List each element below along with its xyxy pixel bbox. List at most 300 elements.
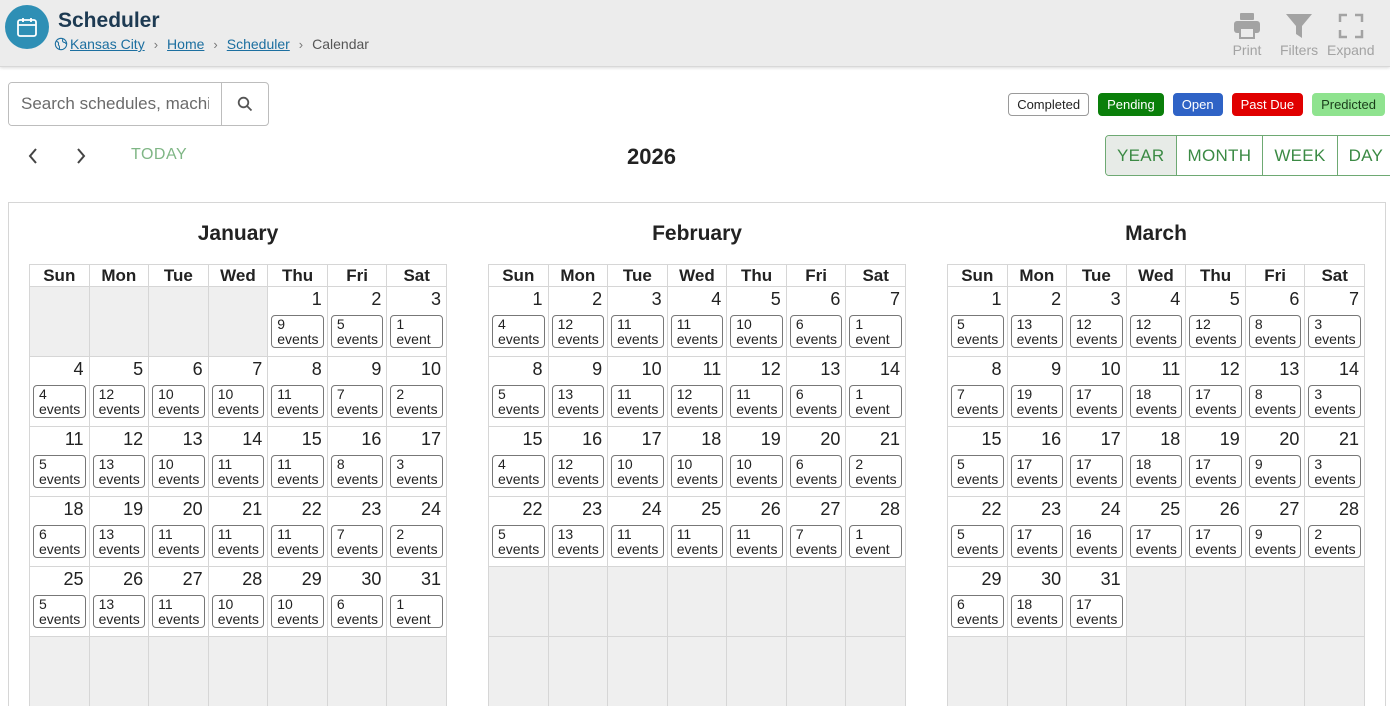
search-icon: [237, 96, 253, 112]
day-number[interactable]: 11: [702, 359, 722, 379]
day-cell[interactable]: [387, 357, 447, 427]
event-count-chip[interactable]: 6 events: [790, 385, 843, 418]
day-cell[interactable]: [30, 567, 90, 637]
event-count-chip[interactable]: 11 events: [671, 315, 724, 348]
day-cell[interactable]: [727, 497, 787, 567]
event-count-chip[interactable]: 10 events: [730, 455, 783, 488]
day-cell[interactable]: [667, 357, 727, 427]
day-cell[interactable]: [149, 357, 209, 427]
day-cell[interactable]: [1245, 287, 1305, 357]
day-number[interactable]: 24: [420, 499, 441, 519]
day-cell[interactable]: [489, 427, 549, 497]
day-cell[interactable]: [786, 497, 846, 567]
breadcrumb-location-link[interactable]: Kansas City: [70, 36, 145, 52]
print-button[interactable]: [1232, 12, 1262, 58]
event-count-chip[interactable]: 17 events: [1070, 455, 1123, 488]
day-number[interactable]: 23: [1041, 499, 1062, 519]
day-number[interactable]: 13: [820, 359, 841, 379]
day-cell[interactable]: [948, 427, 1008, 497]
day-cell[interactable]: [1245, 357, 1305, 427]
day-cell[interactable]: [89, 357, 149, 427]
event-count-chip[interactable]: 11 events: [271, 385, 324, 418]
event-count-chip[interactable]: 11 events: [271, 455, 324, 488]
event-count-chip[interactable]: 1 event: [849, 385, 902, 418]
event-count-chip[interactable]: 10 events: [152, 455, 205, 488]
day-cell[interactable]: [208, 357, 268, 427]
event-count-chip[interactable]: 11 events: [212, 455, 265, 488]
day-number[interactable]: 3: [1110, 289, 1121, 309]
day-cell[interactable]: [327, 357, 387, 427]
day-number[interactable]: 18: [63, 499, 84, 519]
day-number[interactable]: 12: [760, 359, 781, 379]
day-number[interactable]: 22: [301, 499, 322, 519]
day-number[interactable]: 3: [430, 289, 441, 309]
search-input[interactable]: [9, 83, 221, 125]
day-number[interactable]: 19: [123, 499, 144, 519]
day-number[interactable]: 21: [242, 499, 263, 519]
day-number[interactable]: 25: [63, 569, 84, 589]
day-cell[interactable]: [786, 357, 846, 427]
day-number[interactable]: 16: [361, 429, 382, 449]
previous-button[interactable]: [20, 143, 46, 169]
day-number[interactable]: 26: [123, 569, 144, 589]
event-count-chip[interactable]: 3 events: [1308, 455, 1361, 488]
day-cell[interactable]: [846, 287, 906, 357]
event-count-chip[interactable]: 5 events: [492, 385, 545, 418]
day-number[interactable]: 30: [1041, 569, 1062, 589]
day-number[interactable]: 20: [182, 499, 203, 519]
day-cell[interactable]: [1007, 357, 1067, 427]
day-number[interactable]: 13: [182, 429, 203, 449]
day-cell[interactable]: [1186, 287, 1246, 357]
day-number[interactable]: 28: [242, 569, 263, 589]
event-count-chip[interactable]: 10 events: [730, 315, 783, 348]
day-number[interactable]: 7: [1348, 289, 1359, 309]
day-cell[interactable]: [608, 427, 668, 497]
event-count-chip[interactable]: 5 events: [951, 315, 1004, 348]
view-month-button[interactable]: MONTH: [1176, 136, 1263, 175]
day-number[interactable]: 14: [242, 429, 263, 449]
event-count-chip[interactable]: 17 events: [1011, 455, 1064, 488]
event-count-chip[interactable]: 1 event: [849, 315, 902, 348]
day-cell[interactable]: [548, 287, 608, 357]
event-count-chip[interactable]: 11 events: [152, 525, 205, 558]
day-number[interactable]: 11: [64, 429, 84, 449]
event-count-chip[interactable]: 10 events: [271, 595, 324, 628]
event-count-chip[interactable]: 18 events: [1011, 595, 1064, 628]
day-cell[interactable]: [1007, 427, 1067, 497]
day-cell[interactable]: [208, 497, 268, 567]
day-number[interactable]: 11: [1161, 359, 1181, 379]
event-count-chip[interactable]: 17 events: [1189, 385, 1242, 418]
event-count-chip[interactable]: 10 events: [152, 385, 205, 418]
breadcrumb-home-link[interactable]: Home: [167, 36, 205, 52]
event-count-chip[interactable]: 1 event: [390, 315, 443, 348]
day-cell[interactable]: [1067, 357, 1127, 427]
day-cell[interactable]: [89, 497, 149, 567]
event-count-chip[interactable]: 8 events: [331, 455, 384, 488]
breadcrumb-separator: ›: [213, 36, 218, 52]
day-number[interactable]: 6: [830, 289, 841, 309]
day-number[interactable]: 17: [420, 429, 441, 449]
month-title[interactable]: February: [652, 222, 742, 245]
day-cell[interactable]: [89, 427, 149, 497]
day-cell[interactable]: [846, 497, 906, 567]
day-cell[interactable]: [387, 567, 447, 637]
day-cell[interactable]: [1186, 427, 1246, 497]
day-number[interactable]: 27: [182, 569, 203, 589]
day-number[interactable]: 8: [532, 359, 543, 379]
event-count-chip[interactable]: 2 events: [390, 525, 443, 558]
day-number[interactable]: 15: [522, 429, 543, 449]
day-cell[interactable]: [327, 287, 387, 357]
day-number[interactable]: 27: [1279, 499, 1300, 519]
day-number[interactable]: 12: [1219, 359, 1240, 379]
empty-day-cell: [149, 637, 209, 706]
day-cell[interactable]: [30, 427, 90, 497]
event-count-chip[interactable]: 11 events: [152, 595, 205, 628]
event-count-chip[interactable]: 13 events: [93, 595, 146, 628]
day-cell[interactable]: [327, 497, 387, 567]
day-cell[interactable]: [608, 497, 668, 567]
day-cell[interactable]: [387, 497, 447, 567]
day-number[interactable]: 8: [991, 359, 1002, 379]
day-number[interactable]: 13: [1279, 359, 1300, 379]
day-number[interactable]: 5: [133, 359, 144, 379]
day-number[interactable]: 2: [592, 289, 603, 309]
event-count-chip[interactable]: 7 events: [331, 385, 384, 418]
day-cell[interactable]: [208, 567, 268, 637]
day-cell[interactable]: [1305, 357, 1365, 427]
weekday-header: Tue: [608, 265, 668, 287]
day-number[interactable]: 4: [711, 289, 722, 309]
day-cell[interactable]: [30, 357, 90, 427]
day-cell[interactable]: [1126, 497, 1186, 567]
day-cell[interactable]: [89, 567, 149, 637]
day-cell[interactable]: [1245, 497, 1305, 567]
today-button[interactable]: TODAY: [131, 146, 188, 163]
day-number[interactable]: 9: [371, 359, 382, 379]
month-title[interactable]: January: [197, 222, 279, 245]
day-cell[interactable]: [1305, 427, 1365, 497]
day-number[interactable]: 5: [1229, 289, 1240, 309]
event-count-chip[interactable]: 11 events: [611, 525, 664, 558]
event-count-chip[interactable]: 5 events: [951, 455, 1004, 488]
day-cell[interactable]: [1067, 497, 1127, 567]
week-row: [489, 637, 906, 706]
day-number[interactable]: 23: [582, 499, 603, 519]
week-row: [30, 497, 447, 567]
day-number[interactable]: 25: [701, 499, 722, 519]
event-count-chip[interactable]: 12 events: [671, 385, 724, 418]
event-count-chip[interactable]: 3 events: [1308, 315, 1361, 348]
day-number[interactable]: 24: [1100, 499, 1121, 519]
expand-button[interactable]: [1327, 12, 1374, 58]
day-number[interactable]: 28: [1338, 499, 1359, 519]
day-cell[interactable]: [208, 427, 268, 497]
day-cell[interactable]: [1126, 427, 1186, 497]
day-number[interactable]: 1: [311, 289, 322, 309]
event-count-chip[interactable]: 13 events: [552, 385, 605, 418]
day-number[interactable]: 22: [981, 499, 1002, 519]
event-count-chip[interactable]: 12 events: [552, 315, 605, 348]
day-cell[interactable]: [948, 497, 1008, 567]
event-count-chip[interactable]: 17 events: [1070, 595, 1123, 628]
day-number[interactable]: 24: [641, 499, 662, 519]
day-cell[interactable]: [548, 357, 608, 427]
day-cell[interactable]: [1126, 357, 1186, 427]
day-number[interactable]: 28: [879, 499, 900, 519]
day-number[interactable]: 22: [522, 499, 543, 519]
day-number[interactable]: 10: [641, 359, 662, 379]
event-count-chip[interactable]: 12 events: [1130, 315, 1183, 348]
event-count-chip[interactable]: 2 events: [849, 455, 902, 488]
day-cell[interactable]: [387, 427, 447, 497]
event-count-chip[interactable]: 5 events: [331, 315, 384, 348]
event-count-chip[interactable]: 11 events: [671, 525, 724, 558]
day-cell[interactable]: [608, 287, 668, 357]
day-cell[interactable]: [1067, 287, 1127, 357]
event-count-chip[interactable]: 6 events: [951, 595, 1004, 628]
day-number[interactable]: 4: [73, 359, 84, 379]
day-number[interactable]: 23: [361, 499, 382, 519]
event-count-chip[interactable]: 17 events: [1130, 525, 1183, 558]
day-number[interactable]: 19: [1219, 429, 1240, 449]
day-number[interactable]: 15: [301, 429, 322, 449]
day-cell[interactable]: [948, 357, 1008, 427]
day-number[interactable]: 1: [991, 289, 1002, 309]
day-cell[interactable]: [327, 427, 387, 497]
event-count-chip[interactable]: 6 events: [790, 455, 843, 488]
day-cell[interactable]: [149, 567, 209, 637]
breadcrumb-scheduler-link[interactable]: Scheduler: [226, 36, 290, 52]
event-count-chip[interactable]: 12 events: [1189, 315, 1242, 348]
empty-day-cell: [608, 567, 668, 637]
event-count-chip[interactable]: 10 events: [611, 455, 664, 488]
event-count-chip[interactable]: 13 events: [93, 525, 146, 558]
event-count-chip[interactable]: 11 events: [271, 525, 324, 558]
event-count-chip[interactable]: 17 events: [1189, 525, 1242, 558]
day-number[interactable]: 9: [1051, 359, 1062, 379]
day-cell[interactable]: [608, 357, 668, 427]
day-cell[interactable]: [489, 287, 549, 357]
event-count-chip[interactable]: 6 events: [331, 595, 384, 628]
event-count-chip[interactable]: 10 events: [212, 385, 265, 418]
event-count-chip[interactable]: 5 events: [33, 595, 86, 628]
empty-day-cell: [30, 287, 90, 357]
day-cell[interactable]: [327, 567, 387, 637]
event-count-chip[interactable]: 5 events: [492, 525, 545, 558]
day-number[interactable]: 21: [1338, 429, 1359, 449]
event-count-chip[interactable]: 11 events: [212, 525, 265, 558]
event-count-chip[interactable]: 13 events: [1011, 315, 1064, 348]
day-number[interactable]: 2: [1051, 289, 1062, 309]
event-count-chip[interactable]: 18 events: [1130, 455, 1183, 488]
day-number[interactable]: 31: [1100, 569, 1121, 589]
day-number[interactable]: 26: [1219, 499, 1240, 519]
day-number[interactable]: 7: [252, 359, 263, 379]
event-count-chip[interactable]: 8 events: [1249, 385, 1302, 418]
day-number[interactable]: 12: [123, 429, 144, 449]
day-cell[interactable]: [846, 357, 906, 427]
event-count-chip[interactable]: 11 events: [611, 385, 664, 418]
day-number[interactable]: 17: [1100, 429, 1121, 449]
day-number[interactable]: 16: [1041, 429, 1062, 449]
day-number[interactable]: 19: [760, 429, 781, 449]
day-number[interactable]: 26: [760, 499, 781, 519]
event-count-chip[interactable]: 2 events: [1308, 525, 1361, 558]
view-week-button[interactable]: WEEK: [1262, 136, 1336, 175]
day-cell[interactable]: [727, 427, 787, 497]
day-number[interactable]: 20: [820, 429, 841, 449]
event-count-chip[interactable]: 11 events: [730, 525, 783, 558]
day-number[interactable]: 6: [192, 359, 203, 379]
event-count-chip[interactable]: 17 events: [1189, 455, 1242, 488]
day-number[interactable]: 17: [641, 429, 662, 449]
day-number[interactable]: 21: [879, 429, 900, 449]
event-count-chip[interactable]: 10 events: [212, 595, 265, 628]
event-count-chip[interactable]: 13 events: [552, 525, 605, 558]
event-count-chip[interactable]: 12 events: [93, 385, 146, 418]
day-cell[interactable]: [268, 497, 328, 567]
day-cell[interactable]: [727, 357, 787, 427]
month-title[interactable]: March: [1125, 222, 1187, 245]
current-year-title: 2026: [627, 144, 676, 169]
event-count-chip[interactable]: 6 events: [790, 315, 843, 348]
day-number[interactable]: 3: [651, 289, 662, 309]
day-cell[interactable]: [387, 287, 447, 357]
day-number[interactable]: 27: [820, 499, 841, 519]
event-count-chip[interactable]: 17 events: [1070, 385, 1123, 418]
day-cell[interactable]: [667, 497, 727, 567]
event-count-chip[interactable]: 7 events: [951, 385, 1004, 418]
day-cell[interactable]: [1007, 287, 1067, 357]
event-count-chip[interactable]: 2 events: [390, 385, 443, 418]
event-count-chip[interactable]: 9 events: [1249, 455, 1302, 488]
day-cell[interactable]: [1067, 567, 1127, 637]
event-count-chip[interactable]: 12 events: [552, 455, 605, 488]
event-count-chip[interactable]: 11 events: [730, 385, 783, 418]
search-button[interactable]: [221, 83, 268, 125]
empty-day-cell: [786, 567, 846, 637]
event-count-chip[interactable]: 1 event: [849, 525, 902, 558]
day-number[interactable]: 8: [311, 359, 322, 379]
event-count-chip[interactable]: 7 events: [331, 525, 384, 558]
day-cell[interactable]: [786, 287, 846, 357]
day-cell[interactable]: [30, 497, 90, 567]
event-count-chip[interactable]: 19 events: [1011, 385, 1064, 418]
event-count-chip[interactable]: 8 events: [1249, 315, 1302, 348]
event-count-chip[interactable]: 5 events: [951, 525, 1004, 558]
event-count-chip[interactable]: 9 events: [1249, 525, 1302, 558]
day-number[interactable]: 18: [1160, 429, 1181, 449]
event-count-chip[interactable]: 10 events: [671, 455, 724, 488]
view-day-button[interactable]: DAY: [1337, 136, 1390, 175]
calendar-app-icon[interactable]: [5, 5, 49, 49]
event-count-chip[interactable]: 1 event: [390, 595, 443, 628]
day-number[interactable]: 20: [1279, 429, 1300, 449]
day-cell[interactable]: [268, 357, 328, 427]
day-cell[interactable]: [1245, 427, 1305, 497]
day-cell[interactable]: [727, 287, 787, 357]
day-cell[interactable]: [667, 427, 727, 497]
day-cell[interactable]: [1305, 497, 1365, 567]
day-cell[interactable]: [268, 427, 328, 497]
day-number[interactable]: 15: [981, 429, 1002, 449]
day-cell[interactable]: [489, 497, 549, 567]
event-count-chip[interactable]: 4 events: [492, 315, 545, 348]
day-cell[interactable]: [489, 357, 549, 427]
day-cell[interactable]: [1126, 287, 1186, 357]
day-cell[interactable]: [149, 497, 209, 567]
event-count-chip[interactable]: 5 events: [33, 455, 86, 488]
day-number[interactable]: 16: [582, 429, 603, 449]
view-year-button[interactable]: YEAR: [1106, 136, 1176, 175]
day-cell[interactable]: [548, 427, 608, 497]
day-cell[interactable]: [268, 567, 328, 637]
day-cell[interactable]: [948, 567, 1008, 637]
day-number[interactable]: 14: [1338, 359, 1359, 379]
day-number[interactable]: 10: [420, 359, 441, 379]
day-number[interactable]: 2: [371, 289, 382, 309]
event-count-chip[interactable]: 18 events: [1130, 385, 1183, 418]
day-number[interactable]: 29: [301, 569, 322, 589]
day-cell[interactable]: [548, 497, 608, 567]
day-number[interactable]: 5: [770, 289, 781, 309]
event-count-chip[interactable]: 12 events: [1070, 315, 1123, 348]
event-count-chip[interactable]: 17 events: [1011, 525, 1064, 558]
day-cell[interactable]: [1067, 427, 1127, 497]
day-cell[interactable]: [786, 427, 846, 497]
empty-day-cell: [489, 637, 549, 706]
event-count-chip[interactable]: 3 events: [390, 455, 443, 488]
day-number[interactable]: 18: [701, 429, 722, 449]
event-count-chip[interactable]: 3 events: [1308, 385, 1361, 418]
day-number[interactable]: 14: [879, 359, 900, 379]
day-cell[interactable]: [948, 287, 1008, 357]
day-number[interactable]: 4: [1170, 289, 1181, 309]
day-number[interactable]: 1: [532, 289, 543, 309]
day-cell[interactable]: [1305, 287, 1365, 357]
day-number[interactable]: 6: [1289, 289, 1300, 309]
day-number[interactable]: 10: [1100, 359, 1121, 379]
day-number[interactable]: 25: [1160, 499, 1181, 519]
event-count-chip[interactable]: 4 events: [492, 455, 545, 488]
event-count-chip[interactable]: 16 events: [1070, 525, 1123, 558]
day-number[interactable]: 29: [981, 569, 1002, 589]
day-cell[interactable]: [846, 427, 906, 497]
day-cell[interactable]: [1007, 567, 1067, 637]
day-cell[interactable]: [1186, 497, 1246, 567]
day-number[interactable]: 30: [361, 569, 382, 589]
day-number[interactable]: 7: [889, 289, 900, 309]
event-count-chip[interactable]: 9 events: [271, 315, 324, 348]
filters-button[interactable]: [1280, 12, 1318, 58]
next-button[interactable]: [68, 143, 94, 169]
day-cell[interactable]: [149, 427, 209, 497]
event-count-chip[interactable]: 7 events: [790, 525, 843, 558]
day-number[interactable]: 9: [592, 359, 603, 379]
day-number[interactable]: 31: [420, 569, 441, 589]
event-count-chip[interactable]: 4 events: [33, 385, 86, 418]
day-cell[interactable]: [1186, 357, 1246, 427]
event-count-chip[interactable]: 6 events: [33, 525, 86, 558]
day-cell[interactable]: [268, 287, 328, 357]
event-count-chip[interactable]: 11 events: [611, 315, 664, 348]
day-cell[interactable]: [667, 287, 727, 357]
event-count-chip[interactable]: 13 events: [93, 455, 146, 488]
day-cell[interactable]: [1007, 497, 1067, 567]
